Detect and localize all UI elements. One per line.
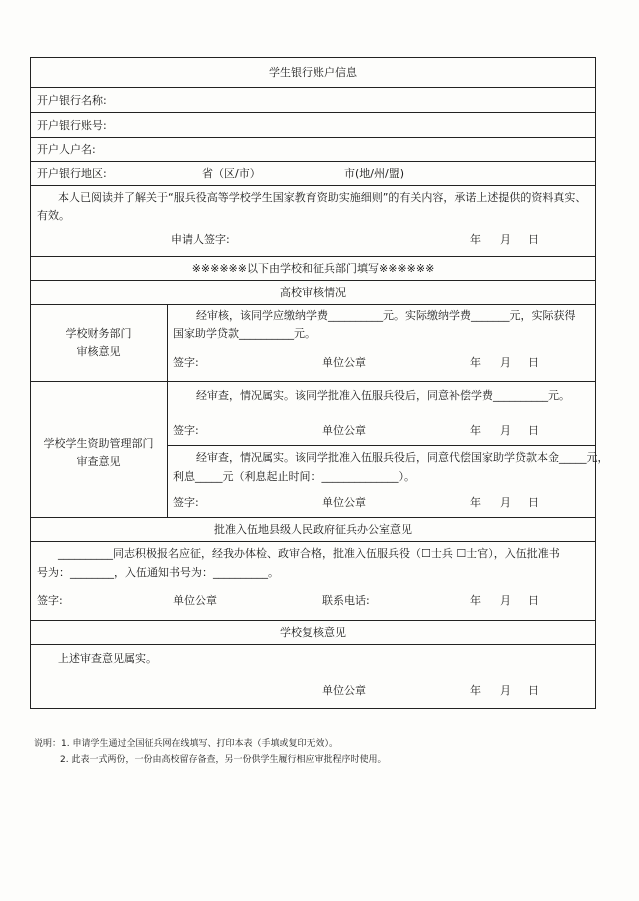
recheck-date-month: 月 (500, 684, 511, 697)
aid-date-day-b: 日 (528, 496, 539, 509)
label-column-divider (167, 304, 168, 518)
row-divider (168, 445, 596, 446)
row-divider (30, 381, 596, 382)
aid-date-month-a: 月 (500, 424, 511, 437)
finance-seal-label: 单位公章 (322, 356, 366, 369)
recheck-date-year: 年 (470, 684, 481, 697)
bank-section-title: 学生银行账户信息 (269, 66, 357, 79)
recruit-office-text-line1: __________同志积极报名应征，经我办体检、政审合格，批准入伍服兵役（☐士兵 ☐士官），入伍批准书 (58, 547, 560, 560)
finance-review-text-line1: 经审核，该同学应缴纳学费__________元。实际缴纳学费_______元，实际获得 (196, 309, 576, 322)
recruit-office-text-line2: 号为：________，入伍通知书号为：__________。 (37, 566, 279, 579)
row-divider (30, 280, 596, 281)
date-year: 年 (470, 233, 481, 246)
school-fill-divider-text: ※※※※※※以下由学校和征兵部门填写※※※※※※ (191, 262, 435, 275)
finance-dept-label-line2: 审核意见 (76, 345, 121, 358)
aid-review-text-b-line1: 经审查，情况属实。该同学批准入伍服兵役后，同意代偿国家助学贷款本金_____元， (196, 451, 609, 464)
aid-dept-label-line2: 审查意见 (76, 455, 121, 468)
date-day: 日 (528, 233, 539, 246)
university-review-title: 高校审核情况 (280, 286, 346, 299)
note-line2: 2. 此表一式两份，一份由高校留存备查，另一份供学生履行相应审批程序时使用。 (60, 755, 387, 765)
row-divider (30, 161, 596, 162)
aid-date-year-a: 年 (470, 424, 481, 437)
finance-review-text-line2: 国家助学贷款__________元。 (173, 327, 316, 340)
applicant-signature-label: 申请人签字: (171, 233, 230, 246)
recruit-date-year: 年 (470, 594, 481, 607)
aid-sign-label-b: 签字: (173, 496, 199, 509)
recruit-date-month: 月 (500, 594, 511, 607)
declaration-text-line1: 本人已阅读并了解关于“服兵役高等学校学生国家教育资助实施细则”的有关内容，承诺上述提供的资料真实、 (58, 191, 587, 204)
aid-date-year-b: 年 (470, 496, 481, 509)
finance-date-month: 月 (500, 356, 511, 369)
account-no-label: 开户银行账号: (37, 119, 107, 132)
note-line1: 说明：1. 申请学生通过全国征兵网在线填写、打印本表（手填或复印无效）。 (34, 739, 338, 749)
recheck-seal-label: 单位公章 (322, 684, 366, 697)
recruit-date-day: 日 (528, 594, 539, 607)
table-bottom-border (30, 708, 596, 709)
recruit-seal-label: 单位公章 (173, 594, 217, 607)
row-divider (30, 185, 596, 186)
table-top-border (30, 57, 596, 58)
province-label: 省（区/市） (202, 167, 261, 180)
row-divider (30, 87, 596, 88)
declaration-text-line2: 有效。 (37, 209, 70, 222)
finance-dept-label-line1: 学校财务部门 (65, 327, 132, 340)
row-divider (30, 541, 596, 542)
row-divider (30, 644, 596, 645)
row-divider (30, 304, 596, 305)
date-month: 月 (500, 233, 511, 246)
bank-name-label: 开户银行名称: (37, 94, 107, 107)
recruit-sign-label: 签字: (37, 594, 63, 607)
aid-review-text-b-line2: 利息_____元（利息起止时间：______________）。 (173, 470, 415, 483)
finance-date-year: 年 (470, 356, 481, 369)
aid-date-month-b: 月 (500, 496, 511, 509)
row-divider (30, 517, 596, 518)
school-recheck-text: 上述审查意见属实。 (58, 652, 157, 665)
recruit-phone-label: 联系电话: (322, 594, 370, 607)
table-right-border (595, 57, 596, 709)
recruit-office-title: 批准入伍地县级人民政府征兵办公室意见 (214, 523, 412, 536)
aid-sign-label-a: 签字: (173, 424, 199, 437)
aid-seal-label-a: 单位公章 (322, 424, 366, 437)
row-divider (30, 112, 596, 113)
row-divider (30, 620, 596, 621)
aid-dept-label-line1: 学校学生资助管理部门 (43, 437, 154, 450)
row-divider (30, 256, 596, 257)
finance-date-day: 日 (528, 356, 539, 369)
table-left-border (30, 57, 31, 709)
region-label: 开户银行地区: (37, 167, 107, 180)
account-holder-label: 开户人户名: (37, 143, 96, 156)
aid-review-text-a: 经审查，情况属实。该同学批准入伍服兵役后，同意补偿学费__________元。 (196, 389, 570, 402)
finance-sign-label: 签字: (173, 356, 199, 369)
aid-seal-label-b: 单位公章 (322, 496, 366, 509)
row-divider (30, 137, 596, 138)
aid-date-day-a: 日 (528, 424, 539, 437)
recheck-date-day: 日 (528, 684, 539, 697)
city-label: 市(地/州/盟) (344, 167, 404, 180)
school-recheck-title: 学校复核意见 (280, 626, 346, 639)
